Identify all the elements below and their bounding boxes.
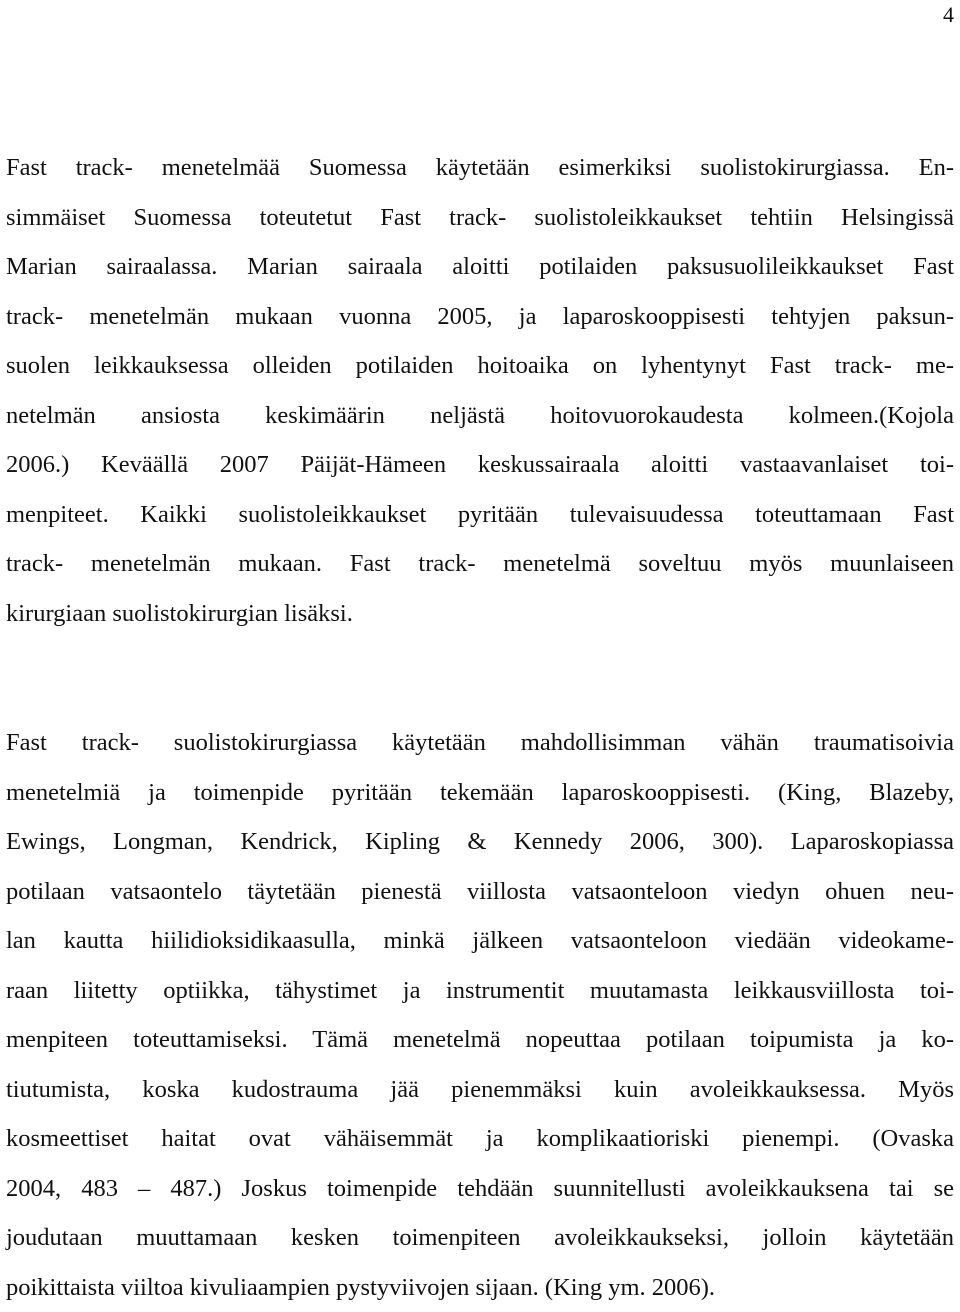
paragraph-line: Marian sairaalassa. Marian sairaala aloitti potilaiden paksusuolileikkaukset Fast [6,242,954,292]
page-number: 4 [943,0,954,30]
paragraph-laparoscopy [6,718,954,1312]
paragraph-line: potilaan vatsaontelo täytetään pienestä viillosta vatsaonteloon viedyn ohuen neu- [6,867,954,917]
paragraph-line: kirurgiaan suolistokirurgian lisäksi. [6,589,954,639]
paragraph-line: 2006.) Keväällä 2007 Päijät-Hämeen keskussairaala aloitti vastaavanlaiset toi- [6,440,954,490]
paragraph-line: tiutumista, koska kudostrauma jää pienemmäksi kuin avoleikkauksessa. Myös [6,1065,954,1115]
paragraph-fast-track-finland [6,143,954,638]
paragraph-line: Fast track- menetelmää Suomessa käytetään esimerkiksi suolistokirurgiassa. En- [6,143,954,193]
paragraph-line: track- menetelmän mukaan vuonna 2005, ja laparoskooppisesti tehtyjen paksun- [6,292,954,342]
paragraph-line: raan liitetty optiikka, tähystimet ja instrumentit muutamasta leikkausviillosta toi- [6,966,954,1016]
paragraph-line: suolen leikkauksessa olleiden potilaiden hoitoaika on lyhentynyt Fast track- me- [6,341,954,391]
paragraph-line: menetelmiä ja toimenpide pyritään tekemään laparoskooppisesti. (King, Blazeby, [6,768,954,818]
paragraph-line: track- menetelmän mukaan. Fast track- menetelmä soveltuu myös muunlaiseen [6,539,954,589]
paragraph-line: lan kautta hiilidioksidikaasulla, minkä jälkeen vatsaonteloon viedään videokame- [6,916,954,966]
paragraph-line: netelmän ansiosta keskimäärin neljästä hoitovuorokaudesta kolmeen.(Kojola [6,391,954,441]
paragraph-line: Fast track- suolistokirurgiassa käytetään mahdollisimman vähän traumatisoivia [6,718,954,768]
paragraph-line: joudutaan muuttamaan kesken toimenpiteen avoleikkaukseksi, jolloin käytetään [6,1213,954,1263]
paragraph-line: poikittaista viiltoa kivuliaampien pystyviivojen sijaan. (King ym. 2006). [6,1263,954,1312]
paragraph-line: menpiteet. Kaikki suolistoleikkaukset pyritään tulevaisuudessa toteuttamaan Fast [6,490,954,540]
paragraph-line: kosmeettiset haitat ovat vähäisemmät ja komplikaatioriski pienempi. (Ovaska [6,1114,954,1164]
paragraph-line: menpiteen toteuttamiseksi. Tämä menetelmä nopeuttaa potilaan toipumista ja ko- [6,1015,954,1065]
paragraph-line: 2004, 483 – 487.) Joskus toimenpide tehdään suunnitellusti avoleikkauksena tai se [6,1164,954,1214]
paragraph-line: simmäiset Suomessa toteutetut Fast track- suolistoleikkaukset tehtiin Helsingissä [6,193,954,243]
paragraph-line: Ewings, Longman, Kendrick, Kipling & Kennedy 2006, 300). Laparoskopiassa [6,817,954,867]
